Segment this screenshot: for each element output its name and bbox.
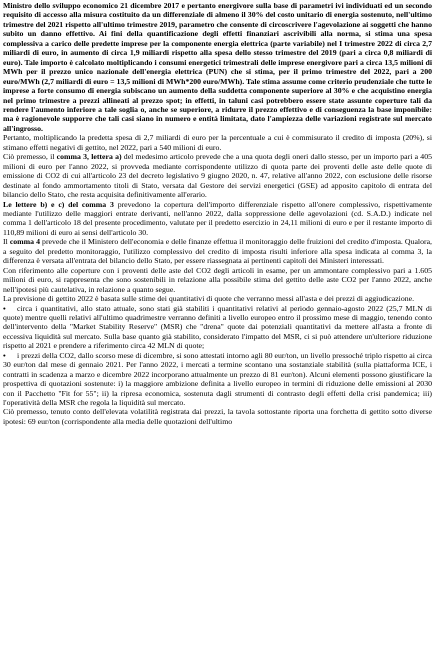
body-text: Pertanto, moltiplicando la predetta spesa di 2,7 miliardi di euro per la percentuale a cui è commisurato il credito di imposta (20%), si stimano effetti negativi di gettito, nel 2022, pari a 540 milioni di euro. xyxy=(3,133,432,152)
paragraph xyxy=(3,200,432,238)
body-text: del medesimo articolo prevede che a una quota degli oneri dallo stesso, per un importo pari a 405 milioni di euro per l'anno 2022, si provveda mediante corrispondente utilizzo di quota parte dei proventi delle aste delle quote di emissione di CO2 di cui all'articolo 23 del decreto legislativo 9 giugno 2020, n. 47, relative all'anno 2022, con esclusione delle risorse destinate al fondo ammortamento titoli di Stato, versata dal Gestore dei servizi energetici (GSE) ad apposito capitolo di entrata del bilancio dello Stato, che resta acquisita definitivamente all'erario. xyxy=(3,152,433,200)
body-text: Con riferimento alle coperture con i proventi delle aste del CO2 degli articoli in esame, per un ammontare complessivo pari a 1.605 milioni di euro, si rappresenta che sono sostenibili in relazione alla possibile stima del gettito delle aste CO2 per l'anno 2022, anche nell'ipotesi più cautelativa, in relazione a quanto segue. xyxy=(3,265,432,294)
bullet-icon: • xyxy=(3,303,6,313)
bullet-icon: • xyxy=(3,350,6,360)
paragraph xyxy=(3,351,432,408)
body-text: Il xyxy=(3,237,10,247)
paragraph xyxy=(3,294,432,303)
paragraph xyxy=(3,237,432,265)
body-text: Ciò premesso, il xyxy=(3,152,57,162)
bold-text: comma 3, lettera a) xyxy=(56,152,122,162)
paragraph xyxy=(3,1,432,133)
body-text: La previsione di gettito 2022 è basata sulle stime dei quantitativi di quote che verranno messi all'asta e dei prezzi di aggiudicazione. xyxy=(3,294,415,304)
body-text: Ciò premesso, tenuto conto dell'elevata volatilità registrata dai prezzi, la tavola sottostante riporta una forchetta di gettito sotto diverse ipotesi: 69 eur/ton (corrispondente alla media delle quotazioni dell'ultimo xyxy=(3,407,432,426)
paragraph xyxy=(3,407,432,426)
body-text: circa i quantitativi, allo stato attuale, sono stati già stabiliti i quantitativi relativi al periodo gennaio-agosto 2022 (25,7 MLN di quote) mentre quelli relativi all'ultimo quadrimestre verranno definiti a livello europeo entro il prossimo mese di maggio, tenendo conto dell'intervento della "Market Stability Reserve" (MSR) che "drena" quote dai potenziali quantitativi da mettere all'asta a fronte di eccessiva liquidità sul mercato. Sulla base quanto già stabilito, considerato l'impatto del MSR, ci si può attendere un'ulteriore riduzione rispetto al 2021 e prendere a riferimento circa 42 MLN di quote; xyxy=(3,303,432,351)
bold-text: Le lettere b) e c) del comma 3 xyxy=(3,199,114,209)
paragraph xyxy=(3,152,432,199)
paragraph xyxy=(3,304,432,351)
paragraph xyxy=(3,266,432,294)
body-text: i prezzi della CO2, dallo scorso mese di dicembre, si sono attestati intorno agli 80 eur/ton, un livello pressoché triplo rispetto ai circa 30 eur/ton dal mese di gennaio 2021. Per l'anno 2022, i mercati a termine scontano una sostanziale stabilità (sulla piattaforma ICE, i contratti in scadenza a marzo e dicembre 2022 incorporano attualmente un prezzo di 81 eur/ton). Alcuni elementi possono giustificare la prospettiva di quotazioni sostenute: i) la maggiore ambizione definita a livello europeo in termini di riduzione delle emissioni al 2030 con il Pacchetto "Fit for 55"; ii) la ripresa economica, sostenuta dagli strumenti di contrasto degli effetti della crisi pandemica; iii) l'operatività della MSR che regola la liquidità sul mercato. xyxy=(3,350,432,408)
bold-text: Ministro dello sviluppo economico 21 dicembre 2017 e pertanto energivore sulla base di parametri ivi individuati ed un secondo requisito di accesso alla misura costituito da un differenziale di almeno il 30% del costo unitario di energia sostenuto, nell'ultimo trimestre del 2021 rispetto all'ultimo trimestre 2019, parametro che consente di circoscrivere l'agevolazione ai soggetti che hanno subito un danno effettivo. Ai fini della quantificazione degli effetti finanziari ascrivibili alla norma, si stima una spesa complessiva a carico delle predette imprese per la componente energia elettrica (parte variabile) nel I trimestre 2022 di circa 2,7 miliardi di euro, in aumento di circa 1,9 miliardi rispetto alla spesa dello stesso trimestre del 2019 (pari a circa 0,8 miliardi di euro). Tale importo è calcolato moltiplicando i consumi energetici trimestrali delle imprese energivore pari a circa 13,5 milioni di MWh per il prezzo unico nazionale dell'energia elettrica (PUN) che si stima, per il primo trimestre del 2022, pari a 200 euro/MWh (2,7 miliardi di euro = 13,5 milioni di MWh*200 euro/MWh). Tale stima assume come criterio prudenziale che tutte le imprese a forte consumo di energia subiscano un aumento della suddetta componente superiore al 30% e che acquistino energia nel primo trimestre a prezzi allineati al prezzo spot; in effetti, in taluni casi potrebbero essere state assunte coperture tali da rendere l'aumento inferiore a tale soglia o, anche se superiore, a ridurre il prezzo effettivo e di conseguenza la base imponibile: ma è ragionevole supporre che tali casi siano in numero e entità limitata, dato l'ampiezza delle variazioni registrate sul mercato all'ingrosso. xyxy=(3,1,432,133)
paragraph xyxy=(3,133,432,152)
bold-text: comma 4 xyxy=(9,237,40,247)
body-text: prevede che il Ministero dell'economia e delle finanze effettua il monitoraggio delle fruizioni del credito d'imposta. Qualora, a seguito del predetto monitoraggio, l'utilizzo complessivo del credito di imposta risulti inferiore alla spesa indicata al comma 3, la differenza è versata all'entrata del bilancio dello Stato, per essere riassegnata ai pertinenti capitoli dei Ministeri interessati. xyxy=(3,237,432,266)
body-text: prevedono la copertura dell'importo differenziale rispetto all'onere complessivo, rispettivamente mediante l'utilizzo delle maggiori entrate derivanti, nell'anno 2022, dalla soppressione delle agevolazioni (cd. S.A.D.) indicate nel comma 1 dell'articolo 18 del presente procedimento, valutate per il predetto esercizio in 24,11 milioni di euro e per il restante importo di 110,89 milioni di euro ai sensi dell'articolo 30. xyxy=(3,199,432,237)
